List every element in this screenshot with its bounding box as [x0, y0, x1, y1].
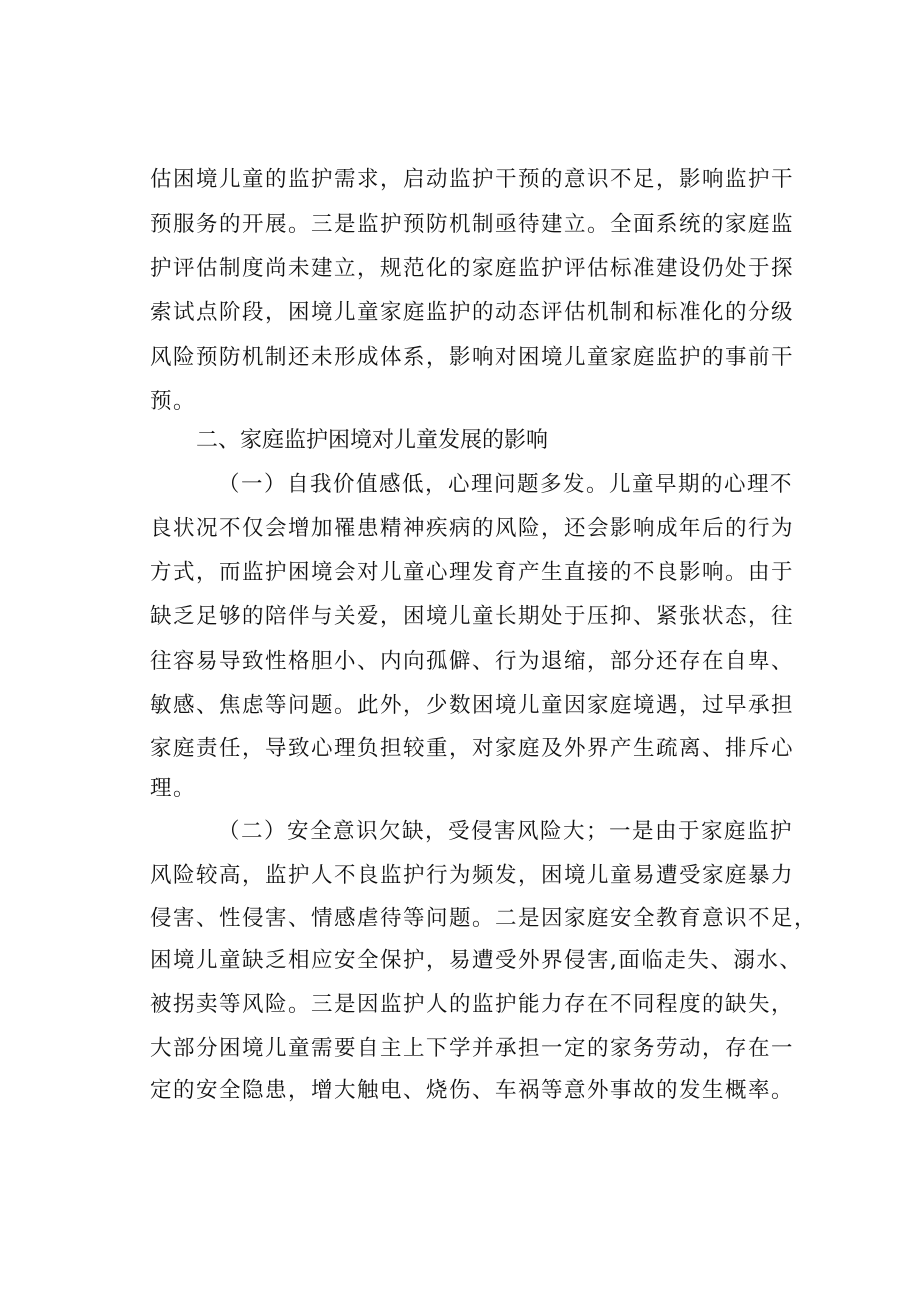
- paragraph-line: 良状况不仅会增加罹患精神疾病的风险，还会影响成年后的行为: [150, 516, 795, 541]
- paragraph-line: 护评估制度尚未建立，规范化的家庭监护评估标准建设仍处于探: [150, 256, 795, 281]
- section-heading: 二、家庭监护困境对儿童发展的影响: [196, 428, 549, 453]
- paragraph-line: 方式，而监护困境会对儿童心理发育产生直接的不良影响。由于: [150, 560, 795, 585]
- paragraph-line: 缺乏足够的陪伴与关爱，困境儿童长期处于压抑、紧张状态，往: [150, 604, 795, 629]
- paragraph-line: 困境儿童缺乏相应安全保护，易遭受外界侵害,面临走失、溺水、: [150, 948, 803, 973]
- paragraph-line: 预。: [150, 389, 197, 414]
- paragraph-line: 定的安全隐患，增大触电、烧伤、车祸等意外事故的发生概率。: [150, 1078, 795, 1103]
- paragraph-line: 理。: [150, 776, 197, 801]
- paragraph-line: 预服务的开展。三是监护预防机制亟待建立。全面系统的家庭监: [150, 212, 795, 237]
- paragraph-line: 侵害、性侵害、情感虐待等问题。二是因家庭安全教育意识不足，: [150, 906, 818, 931]
- paragraph-line: （二）安全意识欠缺，受侵害风险大；一是由于家庭监护: [218, 819, 794, 844]
- paragraph-line: 往容易导致性格胆小、内向孤僻、行为退缩，部分还存在自卑、: [150, 649, 795, 674]
- paragraph-line: 被拐卖等风险。三是因监护人的监护能力存在不同程度的缺失，: [150, 992, 795, 1017]
- paragraph-line: 大部分困境儿童需要自主上下学并承担一定的家务劳动，存在一: [150, 1036, 795, 1061]
- paragraph-line: 敏感、焦虑等问题。此外，少数困境儿童因家庭境遇，过早承担: [150, 693, 795, 718]
- paragraph-line: 风险预防机制还未形成体系，影响对困境儿童家庭监护的事前干: [150, 345, 795, 370]
- paragraph-line: 索试点阶段，困境儿童家庭监护的动态评估机制和标准化的分级: [150, 300, 795, 325]
- paragraph-line: （一）自我价值感低，心理问题多发。儿童早期的心理不: [218, 472, 794, 497]
- paragraph-line: 估困境儿童的监护需求，启动监护干预的意识不足，影响监护干: [150, 167, 795, 192]
- paragraph-line: 风险较高，监护人不良监护行为频发，困境儿童易遭受家庭暴力: [150, 863, 795, 888]
- paragraph-line: 家庭责任，导致心理负担较重，对家庭及外界产生疏离、排斥心: [150, 736, 795, 761]
